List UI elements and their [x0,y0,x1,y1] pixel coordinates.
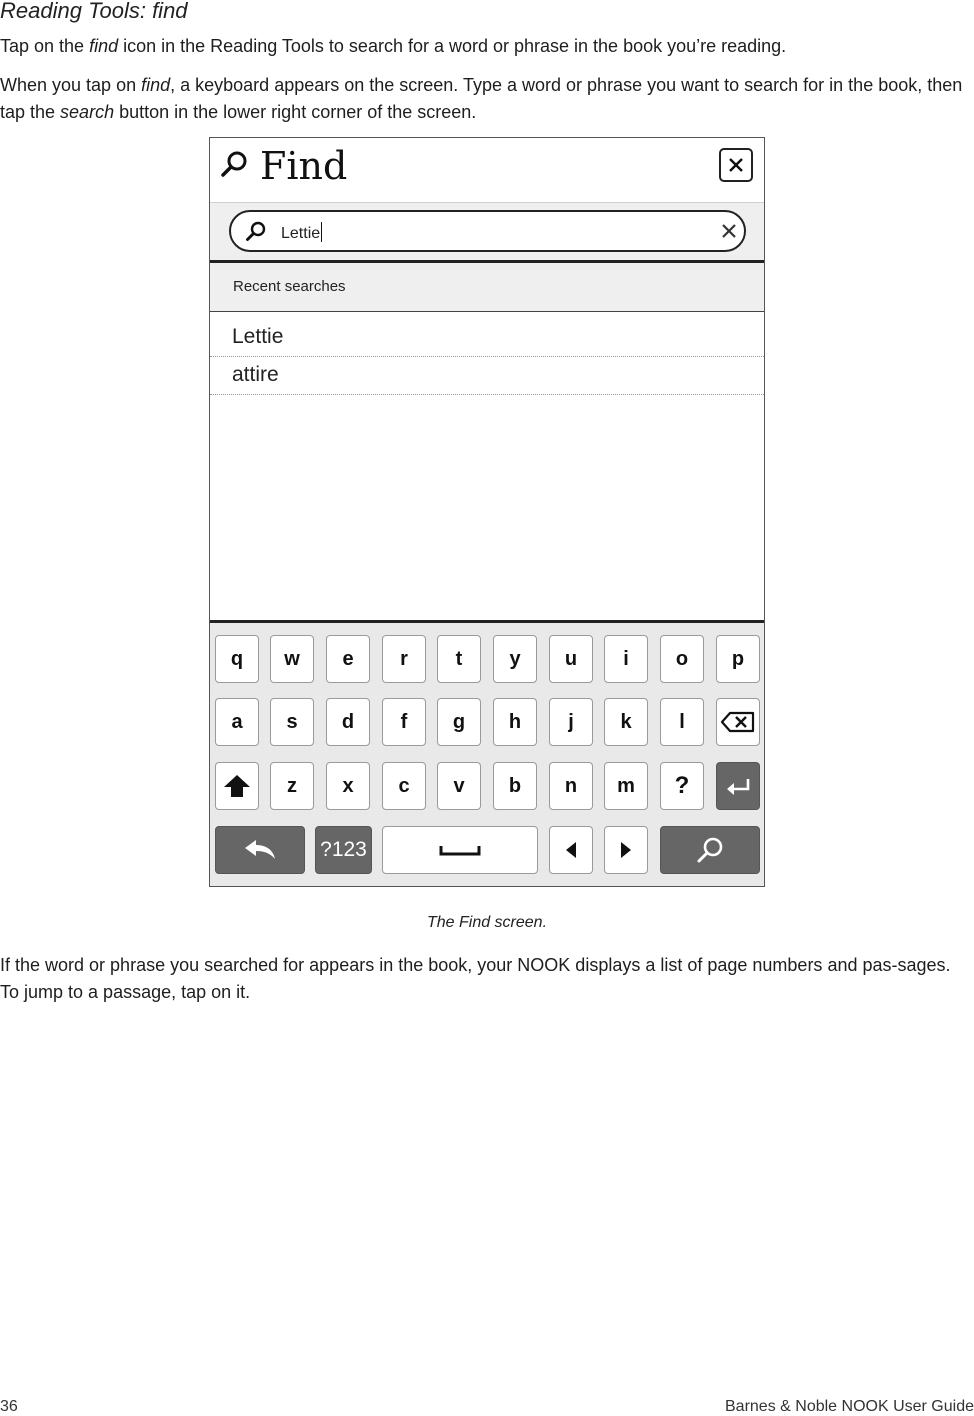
key-a[interactable]: a [215,698,259,746]
backspace-icon [720,711,756,733]
backspace-key[interactable] [716,698,760,746]
cursor-left-key[interactable] [549,826,593,874]
back-key[interactable] [215,826,305,874]
key-c[interactable]: c [382,762,426,810]
shift-arrow-icon [222,773,252,799]
shift-key[interactable] [215,762,259,810]
key-d[interactable]: d [326,698,370,746]
instructions-paragraph [0,72,974,126]
search-bar [210,203,764,263]
text-run: Tap on the [0,36,90,56]
enter-key[interactable] [716,762,760,810]
search-input-value: Lettie [281,222,322,243]
recent-search-label: attire [232,363,279,386]
page-number: 36 [0,1398,18,1415]
guide-title: Barnes & Noble NOOK User Guide [725,1398,974,1415]
key-x[interactable]: x [326,762,370,810]
search-key[interactable] [660,826,760,874]
key-r[interactable]: r [382,635,426,683]
recent-searches-header [210,263,764,312]
emphasis-search: search [60,102,115,122]
key-f[interactable]: f [382,698,426,746]
emphasis-find: find [89,36,119,56]
key-z[interactable]: z [270,762,314,810]
recent-searches-label: Recent searches [233,278,346,295]
emphasis-find: find [141,75,171,95]
find-title: Find [260,144,348,188]
text-run: , a keyboard appears on the screen. Type a word or phrase you want to search for in the book, then tap the [0,75,963,122]
key-q[interactable]: q [215,635,259,683]
key-y[interactable]: y [493,635,537,683]
text-cursor [321,222,322,242]
enter-icon [724,776,752,796]
key-o[interactable]: o [660,635,704,683]
symbols-key[interactable]: ?123 [315,826,372,874]
key-g[interactable]: g [437,698,481,746]
key-l[interactable]: l [660,698,704,746]
recent-search-label: Lettie [232,325,284,348]
key-h[interactable]: h [493,698,537,746]
recent-search-item[interactable] [210,358,764,395]
key-p[interactable]: p [716,635,760,683]
back-arrow-icon [243,838,277,862]
key-j[interactable]: j [549,698,593,746]
clear-input-icon[interactable] [720,222,738,240]
key-v[interactable]: v [437,762,481,810]
left-arrow-icon [564,840,578,860]
key-w[interactable]: w [270,635,314,683]
key-m[interactable]: m [604,762,648,810]
recent-search-item[interactable] [210,320,764,357]
key-s[interactable]: s [270,698,314,746]
on-screen-keyboard [210,620,764,887]
search-icon [696,836,724,864]
find-screen-figure [209,137,765,887]
search-input[interactable] [229,210,746,252]
text-run: button in the lower right corner of the screen. [114,102,477,122]
figure-caption: The Find screen. [426,914,548,931]
intro-paragraph [0,33,974,60]
text-run: When you tap on [0,75,142,95]
text-run: icon in the Reading Tools to search for a word or phrase in the book you’re reading. [118,36,787,56]
cursor-right-key[interactable] [604,826,648,874]
key-i[interactable]: i [604,635,648,683]
key-n[interactable]: n [549,762,593,810]
key-question[interactable]: ? [660,762,704,810]
space-icon [438,843,482,857]
key-t[interactable]: t [437,635,481,683]
find-title-bar [210,138,764,203]
key-b[interactable]: b [493,762,537,810]
key-e[interactable]: e [326,635,370,683]
section-heading: Reading Tools: find [0,0,188,23]
results-paragraph: If the word or phrase you searched for appears in the book, your NOOK displays a list of page numbers and pas-sages. To jump to a passage, tap on it. [0,955,951,1002]
space-key[interactable] [382,826,538,874]
close-button[interactable] [719,148,753,182]
close-icon [728,157,744,173]
right-arrow-icon [619,840,633,860]
search-icon [245,220,267,242]
search-icon [220,150,248,178]
key-u[interactable]: u [549,635,593,683]
key-k[interactable]: k [604,698,648,746]
